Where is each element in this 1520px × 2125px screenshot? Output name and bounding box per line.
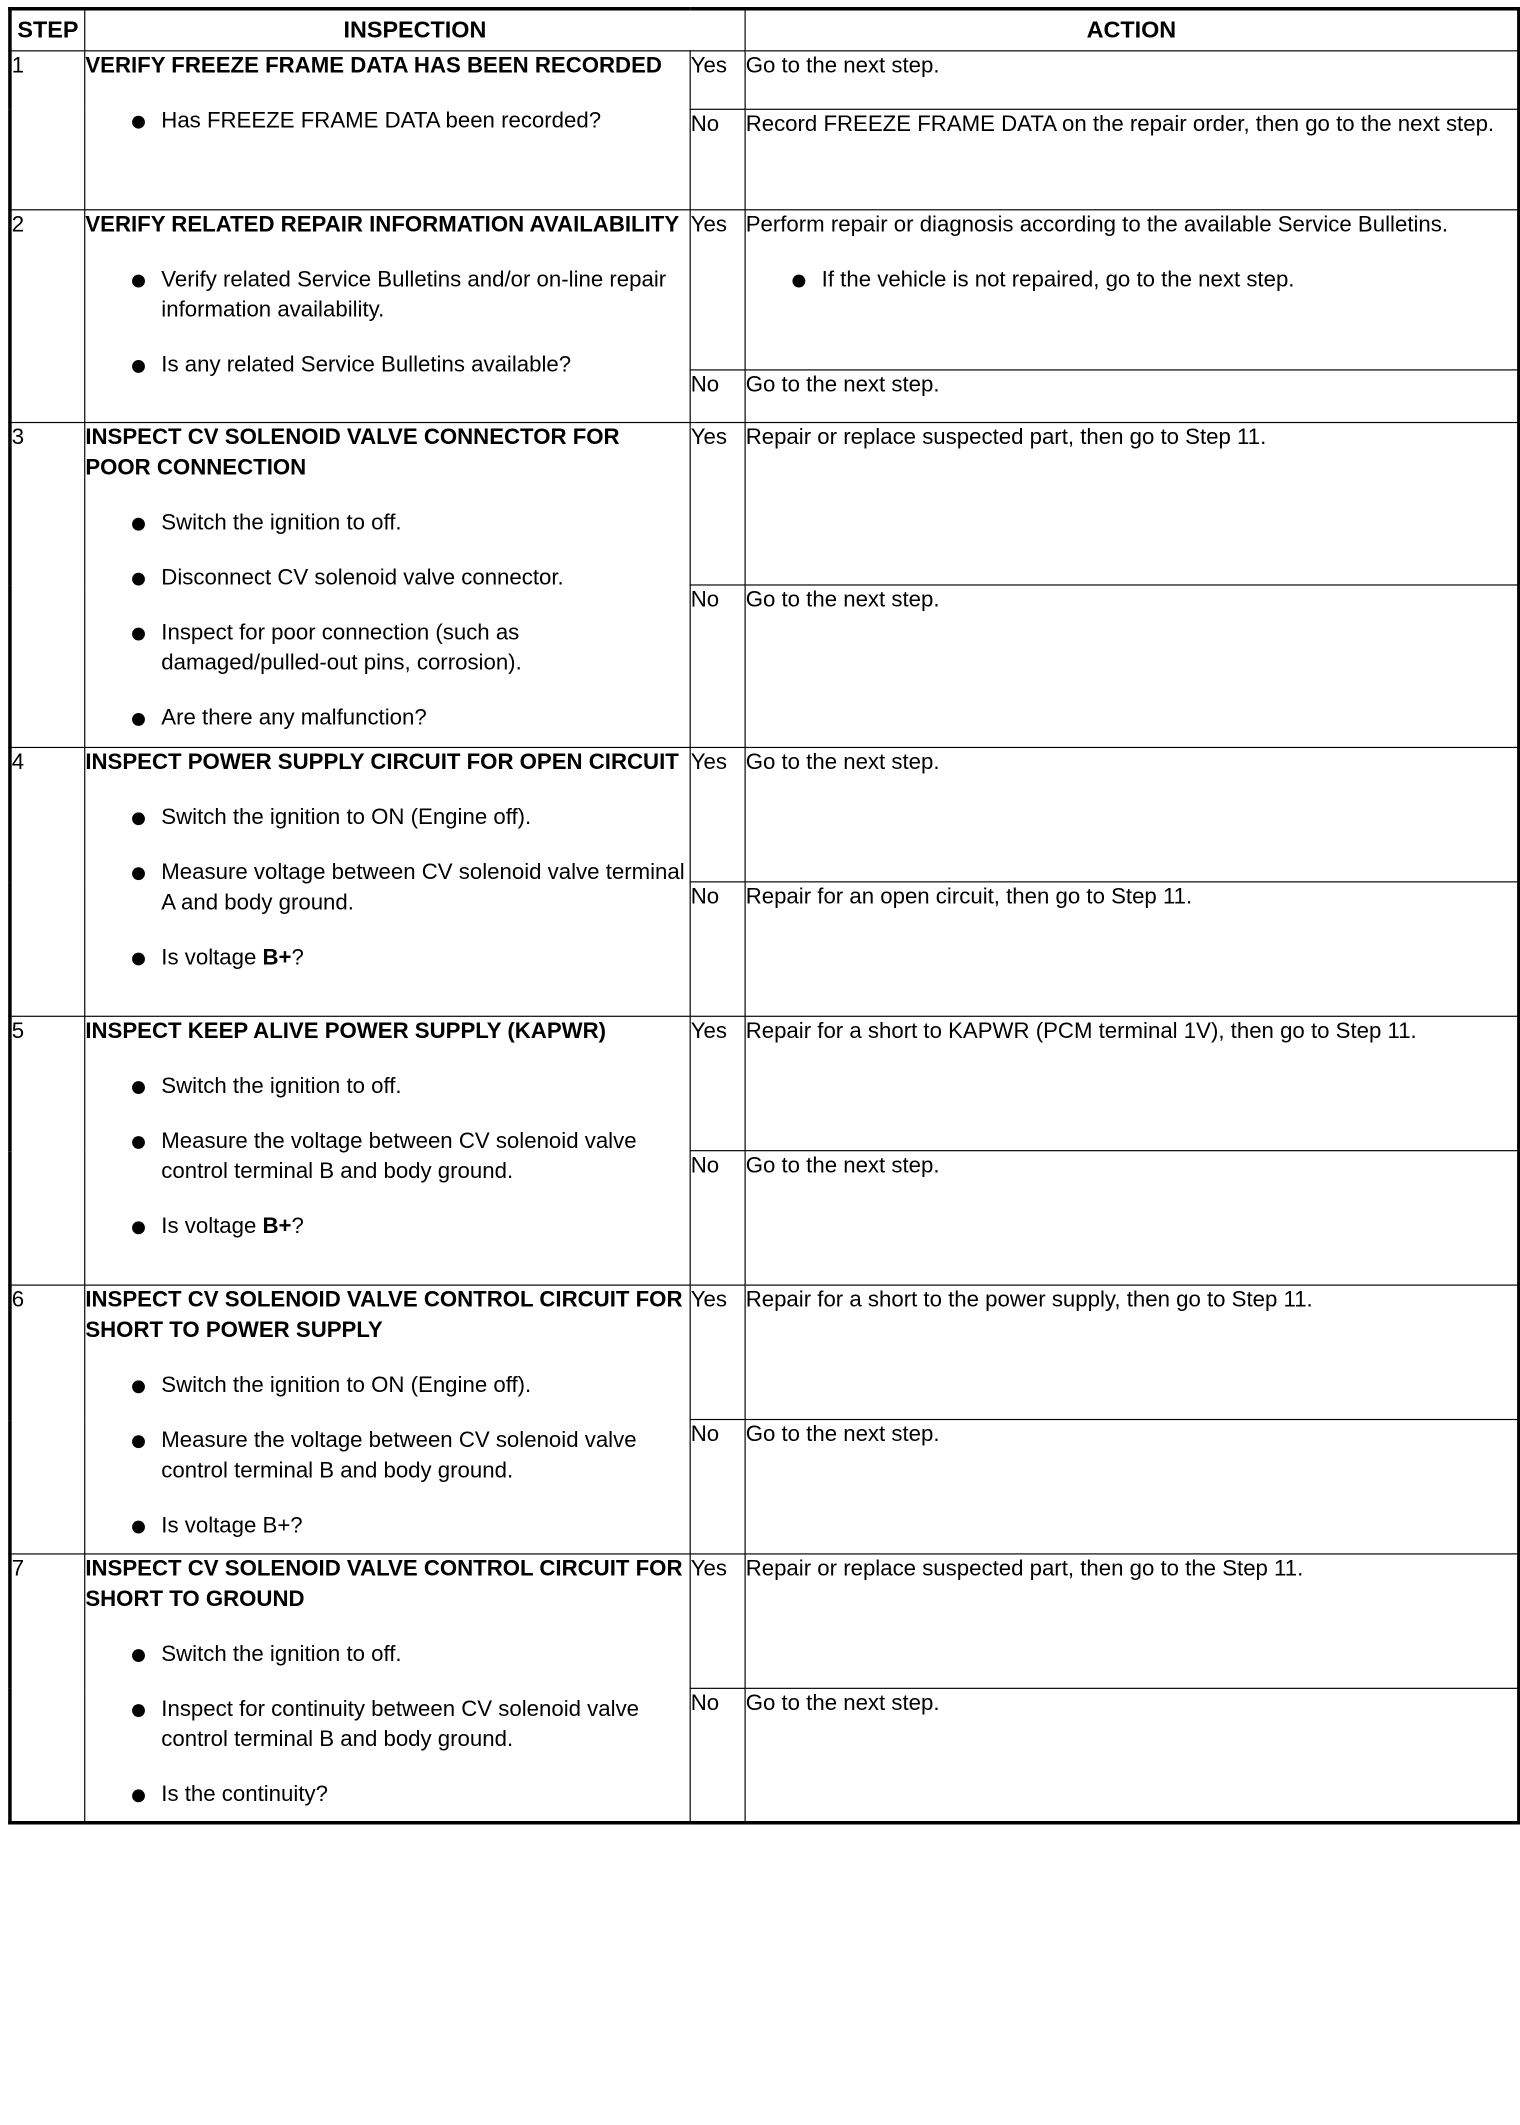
bullet-item: Are there any malfunction? [85,704,689,734]
inspection-title: VERIFY FREEZE FRAME DATA HAS BEEN RECORDED [85,53,662,79]
bullet-item: Switch the ignition to off. [85,508,689,538]
inspection-cell [85,210,690,423]
bullet-list [85,508,689,734]
step-number: 5 [10,1016,85,1285]
inspection-cell [85,51,690,210]
bullet-list [746,265,1517,295]
header-inspection: INSPECTION [85,9,745,51]
inspection-cell [85,423,690,748]
yes-action-cell [745,210,1519,370]
bullet-item: Measure the voltage between CV solenoid valve control terminal B and body ground. [85,1127,689,1188]
no-action: Go to the next step. [745,585,1519,747]
header-step: STEP [10,9,85,51]
voltage-value: B+ [262,1214,292,1239]
inspection-title: INSPECT CV SOLENOID VALVE CONNECTOR FOR POOR CONNECTION [85,425,620,481]
yes-label: Yes [690,1016,745,1150]
yes-action: Repair or replace suspected part, then go to the Step 11. [745,1554,1519,1688]
bullet-list [85,1072,689,1243]
bullet-item: Switch the ignition to off. [85,1640,689,1670]
no-label: No [690,1420,745,1554]
step-number: 1 [10,51,85,210]
bullet-item: Inspect for poor connection (such as damaged/pulled-out pins, corrosion). [85,618,689,679]
table-row [10,1554,1519,1688]
bullet-item: Has FREEZE FRAME DATA been recorded? [85,106,689,136]
bullet-item: Verify related Service Bulletins and/or on-line repair information availability. [85,265,689,326]
step-number: 3 [10,423,85,748]
inspection-title: INSPECT POWER SUPPLY CIRCUIT FOR OPEN CIRCUIT [85,750,679,775]
no-label: No [690,585,745,747]
table-row [10,747,1519,881]
table-row [10,1016,1519,1150]
yes-label: Yes [690,747,745,881]
no-action: Record FREEZE FRAME DATA on the repair order, then go to the next step. [745,109,1519,210]
yes-label: Yes [690,210,745,370]
inspection-cell [85,1285,690,1554]
yes-label: Yes [690,423,745,585]
bullet-list [85,1371,689,1542]
no-action: Go to the next step. [745,1151,1519,1285]
no-label: No [690,370,745,423]
table-row [10,210,1519,370]
bullet-list [85,265,689,381]
table-row [10,51,1519,109]
step-number: 4 [10,747,85,1016]
bullet-text: Is voltage [161,945,263,971]
table-header-row [10,9,1519,51]
inspection-title: INSPECT CV SOLENOID VALVE CONTROL CIRCUIT FOR SHORT TO GROUND [85,1556,683,1612]
no-label: No [690,1151,745,1285]
diagnostic-table [8,7,1520,1824]
inspection-title: VERIFY RELATED REPAIR INFORMATION AVAILABILITY [85,212,680,238]
yes-action: Repair for a short to KAPWR (PCM terminal 1V), then go to Step 11. [745,1016,1519,1150]
voltage-value: B+ [262,945,292,971]
bullet-list [85,803,689,974]
bullet-item: Is voltage B+? [85,1511,689,1541]
step-number: 6 [10,1285,85,1554]
yes-label: Yes [690,1554,745,1688]
inspection-cell [85,747,690,1016]
table-row [10,1285,1519,1419]
inspection-title: INSPECT KEEP ALIVE POWER SUPPLY (KAPWR) [85,1019,607,1044]
bullet-item: Disconnect CV solenoid valve connector. [85,563,689,593]
step-number: 2 [10,210,85,423]
no-action: Go to the next step. [745,370,1519,423]
step-number: 7 [10,1554,85,1823]
yes-action: Go to the next step. [745,51,1519,109]
bullet-item: Inspect for continuity between CV solenoid valve control terminal B and body ground. [85,1695,689,1756]
bullet-list [85,1640,689,1811]
bullet-text: ? [291,945,304,971]
no-action: Go to the next step. [745,1420,1519,1554]
bullet-item: Is any related Service Bulletins available? [85,351,689,381]
yes-action: Repair for a short to the power supply, then go to Step 11. [745,1285,1519,1419]
yes-label: Yes [690,1285,745,1419]
bullet-item: Switch the ignition to ON (Engine off). [85,803,689,833]
bullet-item: Measure voltage between CV solenoid valve terminal A and body ground. [85,858,689,919]
inspection-cell [85,1016,690,1285]
bullet-item: Switch the ignition to ON (Engine off). [85,1371,689,1401]
table-row [10,423,1519,585]
bullet-item: Switch the ignition to off. [85,1072,689,1102]
no-label: No [690,882,745,1016]
bullet-list [85,106,689,136]
bullet-item: Is the continuity? [85,1780,689,1810]
bullet-item [85,1212,689,1242]
bullet-item: If the vehicle is not repaired, go to the next step. [746,265,1517,295]
bullet-text: Is voltage [161,1214,263,1239]
inspection-cell [85,1554,690,1823]
no-label: No [690,109,745,210]
no-action: Repair for an open circuit, then go to Step 11. [745,882,1519,1016]
bullet-item: Measure the voltage between CV solenoid valve control terminal B and body ground. [85,1426,689,1487]
yes-label: Yes [690,51,745,109]
inspection-title: INSPECT CV SOLENOID VALVE CONTROL CIRCUIT FOR SHORT TO POWER SUPPLY [85,1288,683,1343]
bullet-item [85,943,689,973]
yes-action: Repair or replace suspected part, then go to Step 11. [745,423,1519,585]
no-label: No [690,1688,745,1822]
header-action: ACTION [745,9,1519,51]
yes-action: Go to the next step. [745,747,1519,881]
no-action: Go to the next step. [745,1688,1519,1822]
bullet-text: ? [291,1214,304,1239]
yes-action: Perform repair or diagnosis according to the available Service Bulletins. [745,212,1449,238]
